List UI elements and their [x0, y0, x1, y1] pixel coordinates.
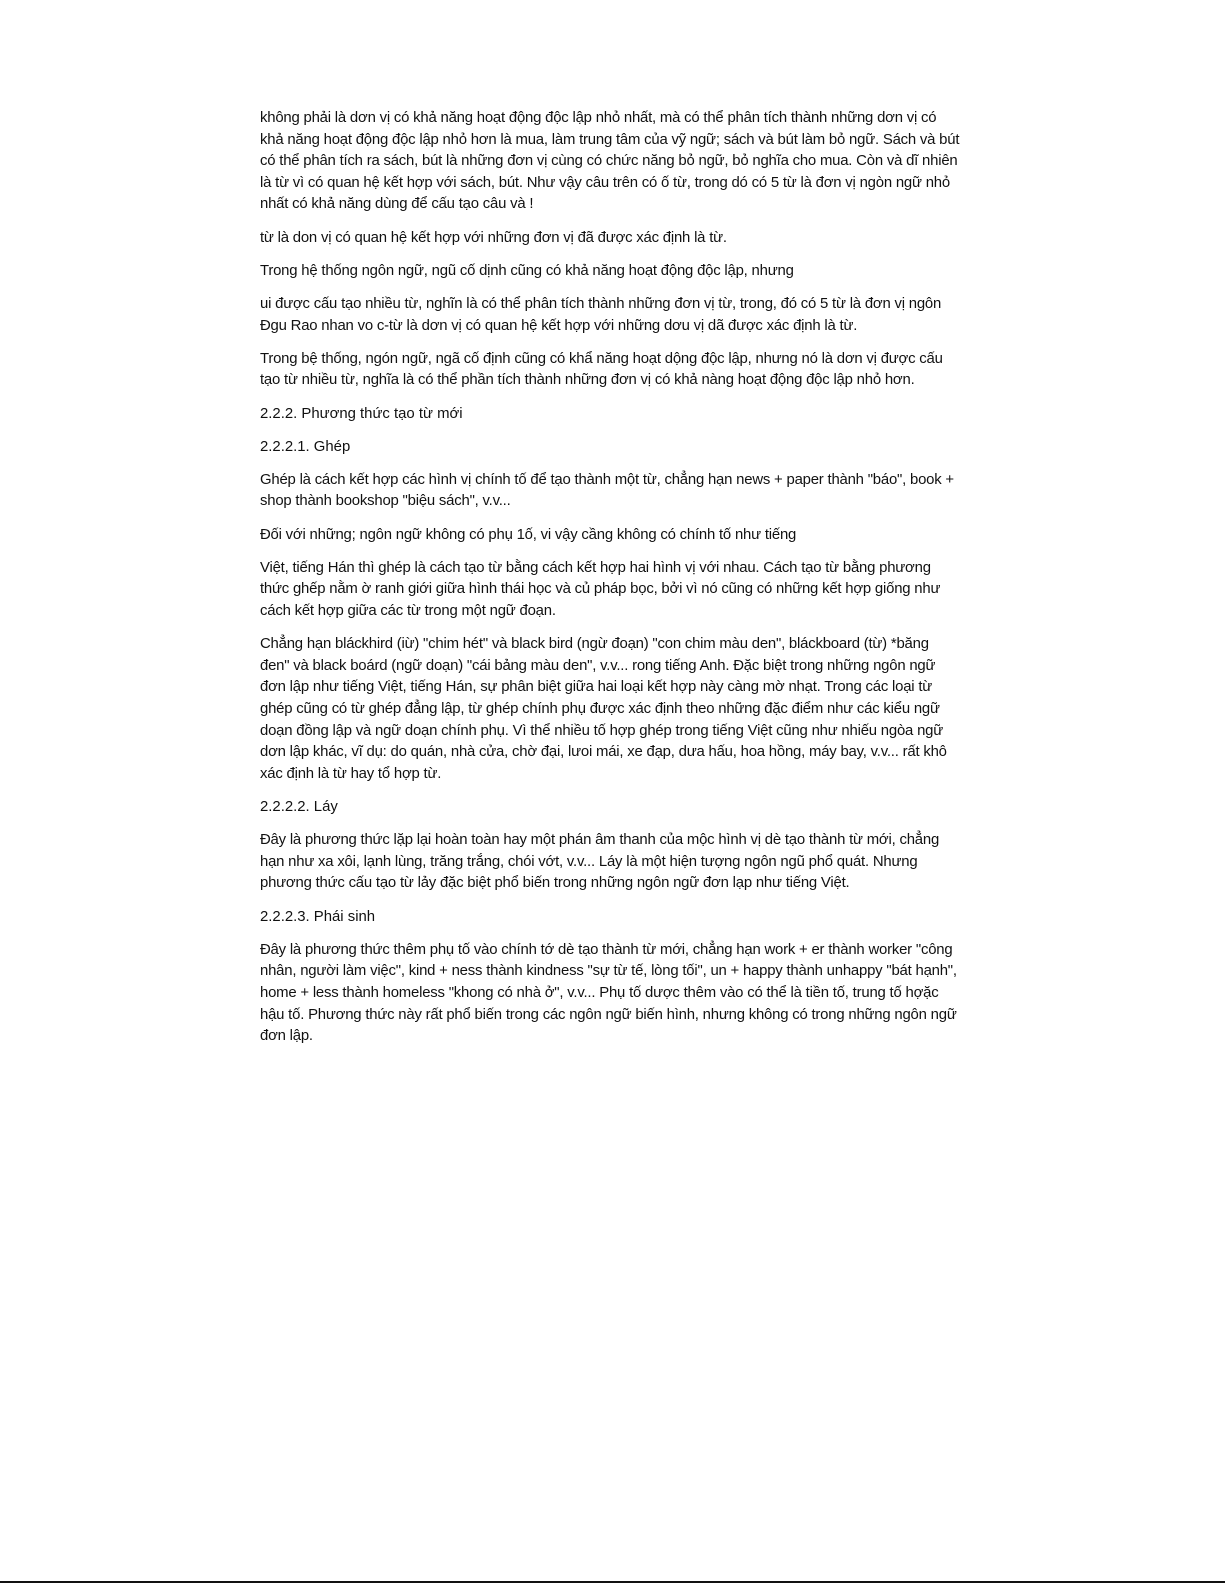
paragraph: từ là don vị có quan hệ kết hợp với những đơn vị đã được xác định là từ.: [260, 229, 727, 246]
section-heading: 2.2.2. Phương thức tạo từ mới: [260, 405, 463, 422]
paragraph: Trong hệ thống ngôn ngữ, ngũ cố dịnh cũng có khả năng hoạt động độc lập, nhưng: [260, 262, 794, 279]
paragraph: không phải là dơn vị có khả năng hoạt động độc lập nhỏ nhất, mà có thể phân tích thành những dơn vị có khả năng hoạt động độc lập nhỏ hơn là mua, làm trung tâm của vỹ ngữ; sách và bút làm bỏ ngữ. Sách và bút có thể phân tích ra sách, bút là những đơn vị cùng có chức năng bỏ ngữ, bỏ nghĩa cho mua. Còn và dĩ nhiên là từ vì có quan hệ kết hợp với sách, bút. Như vậy câu trên có ố từ, trong dó có 5 từ là đơn vị ngòn ngữ nhỏ nhất có khả năng dùng để cấu tạo câu và !: [260, 110, 960, 213]
subsection-heading: 2.2.2.1. Ghép: [260, 438, 351, 455]
paragraph: Đây là phương thức thêm phụ tố vào chính tớ dè tạo thành từ mới, chẳng hạn work + er thành worker "công nhân, người làm việc", kind + ness thành kindness "sự từ tế, lòng tối", un + happy thành unhappy "bát hạnh", home + less thành homeless "khong có nhà ở", v.v... Phụ tố dược thêm vào có thể là tiền tố, trung tố hợặc hậu tố. Phương thức này rất phổ biến trong các ngôn ngữ biến hình, nhưng không có trong những ngôn ngữ đơn lập.: [260, 941, 957, 1045]
subsection-heading: 2.2.2.3. Phái sinh: [260, 908, 376, 925]
page-bottom-border: [0, 1581, 1225, 1583]
paragraph: Đây là phương thức lặp lại hoàn toàn hay một phán âm thanh của mộc hình vị dè tạo thành từ mới, chẳng hạn như xa xôi, lạnh lùng, trăng trắng, chói vớt, v.v... Láy là một hiện tượng ngôn ngũ phổ quát. Nhưng phương thức cấu tạo từ lảy đặc biệt phổ biến trong những ngôn ngữ đơn lạp như tiếng Việt.: [260, 832, 940, 892]
paragraph: ui được cấu tạo nhiều từ, nghĩn là có thể phân tích thành những đơn vị từ, trong, đó có 5 từ là đơn vị ngôn Đgu Rao nhan vo c-từ là dơn vị có quan hệ kết hợp với những dơu vị dã được xác định là từ.: [260, 295, 942, 334]
paragraph: Trong bệ thống, ngón ngữ, ngã cố định cũng có khẩ năng hoạt dộng độc lập, nhưng nó là dơn vị được cấu tạo từ nhiều từ, nghĩa là có thể phần tích thành những đơn vị có khả nàng hoạt động độc lập nhỏ hơn.: [260, 350, 943, 389]
paragraph: Chẳng hạn bláckhird (iừ) "chim hét" và black bird (ngừ đoạn) "con chim màu den", bláckboard (từ) *băng đen" và black boárd (ngữ doạn) "cái bảng màu den", v.v... rong tiếng Anh. Đặc biệt trong những ngôn ngữ đơn lập như tiếng Việt, tiếng Hán, sự phân biệt giữa hai loại kết hợp này càng mờ nhạt. Trong các loại từ ghép cũng có từ ghép đẳng lập, từ ghép chính phụ được xác định theo những đặc điểm như các kiểu ngữ doạn đồng lập và ngữ doạn chính phụ. Vì thể nhiều tố hợp ghép trong tiếng Việt cũng như nhiếu ngòa ngữ dơn lập khác, vĩ dụ: do quán, nhà cửa, chờ đại, lưoi mái, xe đạp, dưa hấu, hoa hồng, máy bay, v.v... rất khô xác định là từ hay tổ hợp từ.: [260, 636, 947, 782]
document-body: [260, 108, 960, 1059]
paragraph: Việt, tiếng Hán thì ghép là cách tạo từ bằng cách kết hợp hai hình vị với nhau. Cách tạo từ bằng phương thức ghếp nằm ờ ranh giới giữa hình thái học và củ pháp bọc, bởi vì nó cũng có những kết hợp giống như cách kết hợp giữa các từ trong một ngữ đoạn.: [260, 559, 941, 620]
paragraph: Ghép là cách kết hợp các hình vị chính tố để tạo thành một từ, chẳng hạn news + paper thành "báo", book + shop thành bookshop "biệu sách", v.v...: [260, 471, 954, 510]
paragraph: Đối với những; ngôn ngữ không có phụ 1ố, vi vậy cầng không có chính tố như tiếng: [260, 526, 797, 543]
subsection-heading: 2.2.2.2. Láy: [260, 798, 338, 815]
